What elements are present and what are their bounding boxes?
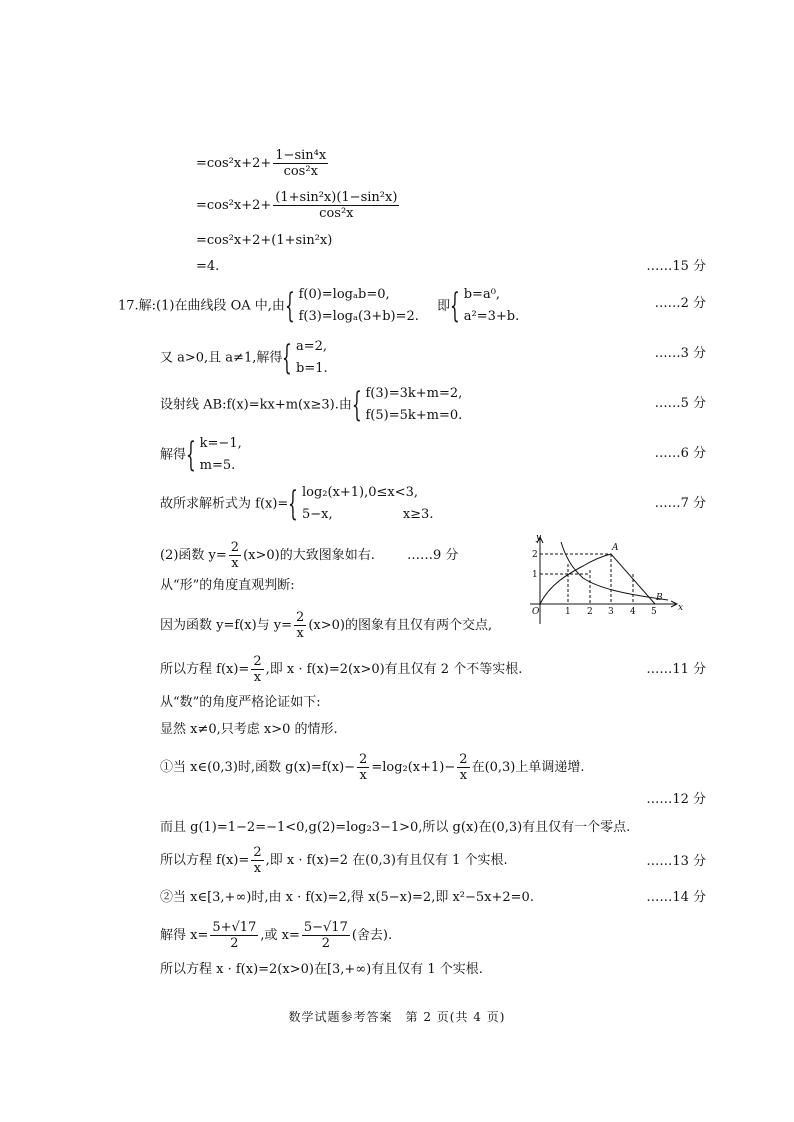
x-tick: 5 — [651, 607, 657, 617]
zero-point-line: 而且 g(1)=1−2=−1<0,g(2)=log₂3−1>0,所以 g(x)在(0,3)有且仅有一个零点. — [160, 820, 631, 835]
one-root-line: 所以方程 f(x)= $\frac{2}{x}$ ,即 x · f(x)=2 在(0,3)有且仅有 1 个实根. — [160, 845, 508, 876]
score-13: ……13 分 — [646, 854, 706, 869]
problem-17-line-2: 又 a>0,且 a≠1,解得{ a=2, b=1. — [160, 338, 328, 378]
score-14: ……14 分 — [646, 890, 706, 905]
left-brace: { — [351, 385, 362, 425]
problem-17-line-1: 17.解:(1)在曲线段 OA 中,由{ f(0)=logₐb=0, f(3)=logₐ(3+b)=2. 即{ b=a⁰, a²=3+b. — [118, 286, 520, 326]
number-proof-heading: 从“数”的角度严格论证如下: — [160, 695, 321, 710]
derivation-line-2: =cos²x+2+ $\frac{\text{(1+sin²x)(1−sin²x)}}{\text{cos²x}}$ — [196, 190, 398, 221]
x-nonzero-line: 显然 x≠0,只考虑 x>0 的情形. — [160, 722, 338, 737]
solution-line: 解得 x= $\frac{5+√17}{2}$ ,或 x= $\frac{5-√17}{2}$ (舍去). — [160, 920, 393, 951]
score-6: ……6 分 — [654, 446, 706, 461]
score-3: ……3 分 — [654, 346, 706, 361]
final-root-line: 所以方程 x · f(x)=2(x>0)在[3,+∞)有且仅有 1 个实根. — [160, 962, 483, 977]
case-2-line: ②当 x∈[3,+∞)时,由 x · f(x)=2,得 x(5−x)=2,即 x²−5x+2=0. — [160, 890, 534, 905]
point-b-label: B — [656, 593, 663, 603]
fraction: $\frac{\text{1−sin⁴x}}{\text{cos²x}}$ — [275, 148, 327, 179]
score-2: ……2 分 — [654, 296, 706, 311]
score-15: ……15 分 — [646, 259, 706, 274]
equation-two-roots-line: 所以方程 f(x)= $\frac{2}{x}$ ,即 x · f(x)=2(x>0)有且仅有 2 个不等实根. — [160, 654, 523, 685]
derivation-line-1: =cos²x+2+ $\frac{\text{1−sin⁴x}}{\text{cos²x}}$ — [196, 148, 327, 179]
derivation-line-3: =cos²x+2+(1+sin²x) — [196, 233, 333, 248]
problem-17-part2-line: (2)函数 y= $\frac{2}{x}$ (x>0)的大致图象如右. ……9 分 — [160, 540, 459, 571]
y-tick: 1 — [532, 570, 538, 580]
x-tick: 4 — [630, 607, 636, 617]
problem-17-line-3: 设射线 AB:f(x)=kx+m(x≥3).由{ f(3)=3k+m=2, f(5)=5k+m=0. — [160, 385, 463, 425]
left-brace: { — [450, 286, 460, 326]
score-5: ……5 分 — [654, 396, 706, 411]
left-brace: { — [282, 338, 293, 378]
function-graph — [528, 534, 688, 634]
x-axis-label: x — [678, 603, 684, 613]
x-tick: 2 — [587, 607, 593, 617]
left-brace: { — [186, 435, 196, 475]
curve-f — [540, 554, 655, 604]
left-brace: { — [284, 286, 295, 326]
fraction: $\frac{\text{(1+sin²x)(1−sin²x)}}{\text{cos²x}}$ — [275, 190, 398, 221]
problem-17-line-4: 解得{ k=−1, m=5. — [160, 435, 242, 475]
intersection-line: 因为函数 y=f(x)与 y= $\frac{2}{x}$ (x>0)的图象有且仅有两个交点, — [160, 610, 493, 641]
page-footer: 数学试题参考答案 第 2 页(共 4 页) — [288, 1010, 506, 1024]
shape-judgment-heading: 从“形”的角度直观判断: — [160, 578, 295, 593]
left-brace: { — [288, 484, 299, 524]
x-tick: 3 — [608, 607, 614, 617]
x-tick: 1 — [565, 607, 571, 617]
score-7: ……7 分 — [654, 496, 706, 511]
score-12: ……12 分 — [646, 792, 706, 807]
case-1-line: ①当 x∈(0,3)时,函数 g(x)=f(x)− $\frac{2}{x}$ =log₂(x+1)− $\frac{2}{x}$ 在(0,3)上单调递增. — [160, 752, 585, 783]
y-axis-label: y — [536, 534, 542, 543]
problem-17-line-5: 故所求解析式为 f(x)={ log₂(x+1),0≤x<3, 5−x, x≥3. — [160, 484, 434, 524]
score-9: ……9 分 — [407, 548, 459, 563]
y-tick: 2 — [532, 550, 538, 560]
derivation-line-4: =4. — [196, 259, 220, 274]
score-11: ……11 分 — [646, 662, 706, 677]
point-a-label: A — [612, 543, 619, 553]
origin-label: O — [532, 607, 540, 617]
